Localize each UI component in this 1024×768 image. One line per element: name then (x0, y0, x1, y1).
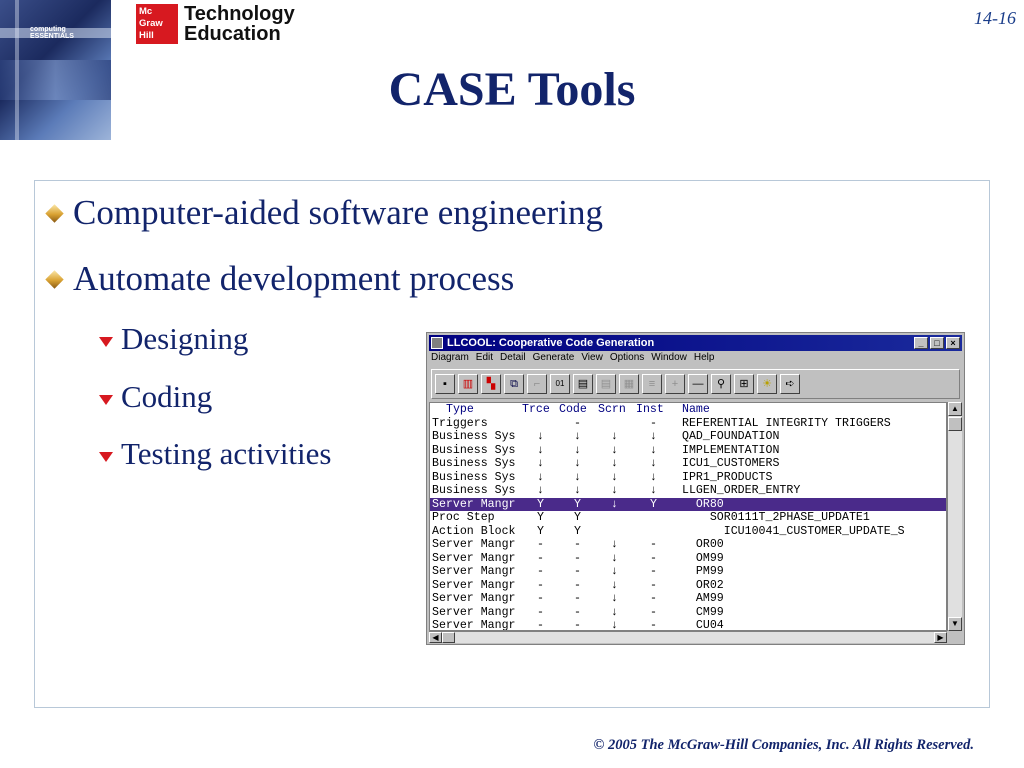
cell-trce: ↓ (537, 470, 544, 484)
scroll-right-icon[interactable]: ▶ (934, 632, 947, 643)
pointer-icon[interactable]: ➪ (780, 374, 800, 394)
cell-scrn: ↓ (611, 565, 618, 578)
grid-view-icon[interactable]: ⊞ (734, 374, 754, 394)
cell-type: Server Mangr (432, 551, 516, 565)
menu-diagram[interactable]: Diagram (431, 352, 469, 363)
horizontal-scrollbar[interactable] (429, 631, 947, 643)
cell-code: - (574, 565, 581, 578)
cell-scrn: ↓ (611, 578, 618, 592)
cell-inst: - (650, 551, 657, 565)
bullet-text: Coding (121, 379, 213, 414)
cell-type: Server Mangr (432, 497, 516, 511)
cell-scrn: ↓ (611, 484, 618, 497)
document-icon[interactable]: ▤ (596, 374, 616, 394)
cover-title: computing ESSENTIALS (30, 26, 74, 40)
vertical-scrollbar[interactable] (947, 402, 962, 631)
scroll-down-icon[interactable]: ▼ (948, 617, 962, 631)
cell-scrn: ↓ (611, 470, 618, 484)
table-row[interactable] (430, 417, 946, 431)
cell-trce: - (537, 551, 544, 565)
window-controls (912, 337, 960, 349)
cell-scrn: ↓ (611, 430, 618, 443)
column-header-name[interactable]: Name (682, 403, 710, 416)
table-row[interactable] (430, 606, 946, 620)
scroll-left-icon[interactable]: ◀ (429, 632, 442, 643)
cell-name: AM99 (682, 592, 724, 605)
table-row[interactable] (430, 525, 946, 539)
scroll-thumb-horizontal[interactable] (442, 632, 455, 643)
cell-code: ↓ (574, 484, 581, 497)
cell-trce: Y (537, 497, 544, 511)
object-list[interactable] (429, 402, 947, 631)
bullet-item (48, 259, 514, 299)
table-row[interactable] (430, 538, 946, 552)
cell-type: Business Sys (432, 484, 516, 497)
column-header-trce[interactable]: Trce (522, 403, 550, 416)
cell-code: Y (574, 524, 581, 538)
cell-code: ↓ (574, 457, 581, 470)
menu-bar (431, 352, 721, 367)
arrow-bullet-icon (99, 452, 113, 462)
cell-inst: - (650, 416, 657, 430)
cell-name: OR02 (682, 578, 724, 592)
table-row[interactable] (430, 444, 946, 458)
table-row[interactable] (430, 552, 946, 566)
cell-type: Business Sys (432, 457, 516, 470)
diamond-bullet-icon (45, 270, 63, 288)
cell-name: CM99 (682, 605, 724, 619)
cell-type: Triggers (432, 416, 488, 430)
slide-number: 14-16 (974, 8, 1016, 28)
sub-bullet-item (99, 321, 248, 357)
column-header-type[interactable]: Type (446, 403, 474, 416)
cell-name: CU04 (682, 619, 724, 631)
cell-trce: ↓ (537, 430, 544, 443)
cell-inst: ↓ (650, 443, 657, 457)
cell-name: ICU10041_CUSTOMER_UPDATE_S (682, 524, 905, 538)
cell-scrn: ↓ (611, 551, 618, 565)
cell-trce: - (537, 605, 544, 619)
cell-name: SOR0111T_2PHASE_UPDATE1 (682, 511, 870, 524)
slide-title: CASE Tools (388, 63, 636, 116)
sub-bullet-item (99, 379, 212, 415)
chart-icon[interactable]: ▥ (458, 374, 478, 394)
scroll-up-icon[interactable]: ▲ (948, 402, 962, 416)
cell-inst: ↓ (650, 430, 657, 443)
toolbar (431, 369, 960, 399)
cell-name: QAD_FOUNDATION (682, 430, 780, 443)
database-01-icon[interactable]: 01 (550, 374, 570, 394)
grid-icon[interactable]: ▦ (619, 374, 639, 394)
close-icon[interactable]: × (946, 337, 960, 349)
cell-inst: ↓ (650, 484, 657, 497)
list-header (430, 403, 946, 417)
cell-name: IMPLEMENTATION (682, 443, 780, 457)
cell-inst: - (650, 578, 657, 592)
cell-code: - (574, 605, 581, 619)
cell-name: ICU1_CUSTOMERS (682, 457, 780, 470)
cell-scrn: ↓ (611, 497, 618, 511)
bullet-text: Designing (121, 321, 249, 356)
cell-code: - (574, 592, 581, 605)
menu-detail[interactable]: Detail (500, 352, 526, 363)
table-row[interactable] (430, 484, 946, 498)
cell-code: - (574, 619, 581, 631)
arrow-bullet-icon (99, 337, 113, 347)
cell-trce: Y (537, 524, 544, 538)
save-icon[interactable]: ▪ (435, 374, 455, 394)
minimize-icon[interactable]: _ (914, 337, 928, 349)
cell-name: OR00 (682, 538, 724, 551)
table-row[interactable] (430, 579, 946, 593)
cell-scrn: ↓ (611, 538, 618, 551)
cell-name: REFERENTIAL INTEGRITY TRIGGERS (682, 416, 891, 430)
cell-code: - (574, 416, 581, 430)
menu-generate[interactable]: Generate (532, 352, 575, 363)
cell-inst: - (650, 619, 657, 631)
cell-trce: - (537, 592, 544, 605)
app-icon (431, 337, 443, 349)
connector-icon[interactable]: ⌐ (527, 374, 547, 394)
cell-type: Server Mangr (432, 592, 516, 605)
cell-type: Server Mangr (432, 605, 516, 619)
zoom-icon[interactable]: ⚲ (711, 374, 731, 394)
cell-inst: - (650, 605, 657, 619)
diamond-bullet-icon (45, 204, 63, 222)
menu-options[interactable]: Options (609, 352, 645, 363)
bullet-text: Testing activities (121, 436, 332, 471)
menu-window[interactable]: Window (651, 352, 687, 363)
window-titlebar (429, 335, 962, 351)
publisher-line-2: Education (184, 23, 281, 45)
menu-help[interactable]: Help (693, 352, 715, 363)
table-row[interactable] (430, 565, 946, 579)
table-row[interactable] (430, 619, 946, 631)
cell-trce: - (537, 578, 544, 592)
list-rows (430, 417, 946, 632)
cell-type: Server Mangr (432, 538, 516, 551)
cell-code: ↓ (574, 470, 581, 484)
table-icon[interactable]: ▤ (573, 374, 593, 394)
maximize-icon[interactable]: □ (930, 337, 944, 349)
cell-code: ↓ (574, 443, 581, 457)
cell-inst: - (650, 538, 657, 551)
cell-scrn: ↓ (611, 605, 618, 619)
cell-name: LLGEN_ORDER_ENTRY (682, 484, 801, 497)
cell-type: Business Sys (432, 443, 516, 457)
cell-trce: ↓ (537, 457, 544, 470)
table-row[interactable] (430, 592, 946, 606)
bullet-text: Computer-aided software engineering (73, 193, 603, 232)
cell-trce: - (537, 619, 544, 631)
cell-type: Business Sys (432, 470, 516, 484)
cell-name: PM99 (682, 565, 724, 578)
cell-inst: - (650, 565, 657, 578)
cell-type: Server Mangr (432, 619, 516, 631)
cell-type: Server Mangr (432, 565, 516, 578)
window-title: LLCOOL: Cooperative Code Generation (447, 337, 655, 349)
cell-type: Action Block (432, 524, 516, 538)
cell-type: Server Mangr (432, 578, 516, 592)
table-row[interactable] (430, 498, 946, 512)
cell-inst: ↓ (650, 457, 657, 470)
bullet-text: Automate development process (73, 259, 515, 298)
cell-code: Y (574, 511, 581, 524)
bullet-item (48, 193, 603, 233)
cell-name: IPR1_PRODUCTS (682, 470, 773, 484)
cell-trce: ↓ (537, 443, 544, 457)
column-header-inst[interactable]: Inst (636, 403, 664, 416)
menu-view[interactable]: View (581, 352, 603, 363)
cell-name: OM99 (682, 551, 724, 565)
cell-inst: ↓ (650, 470, 657, 484)
cell-trce: - (537, 538, 544, 551)
table-row[interactable] (430, 471, 946, 485)
table-row[interactable] (430, 511, 946, 525)
cell-code: - (574, 578, 581, 592)
minus-icon[interactable]: — (688, 374, 708, 394)
link-icon[interactable]: ⧉ (504, 374, 524, 394)
copyright-footer: © 2005 The McGraw-Hill Companies, Inc. All Rights Reserved. (593, 737, 974, 753)
llcool-window-screenshot (426, 332, 965, 645)
mcgraw-hill-logo: Mc Graw Hill (136, 4, 178, 44)
cell-code: - (574, 551, 581, 565)
column-header-code[interactable]: Code (559, 403, 587, 416)
cell-scrn: ↓ (611, 592, 618, 605)
cell-code: Y (574, 497, 581, 511)
table-row[interactable] (430, 430, 946, 444)
cell-code: - (574, 538, 581, 551)
plus-icon[interactable]: + (665, 374, 685, 394)
cell-trce: ↓ (537, 484, 544, 497)
sub-bullet-item (99, 436, 331, 472)
cell-code: ↓ (574, 430, 581, 443)
cell-inst: Y (650, 497, 657, 511)
table-row[interactable] (430, 457, 946, 471)
cell-type: Business Sys (432, 430, 516, 443)
shapes-icon[interactable]: ▚ (481, 374, 501, 394)
cell-type: Proc Step (432, 511, 495, 524)
list-icon[interactable]: ≡ (642, 374, 662, 394)
menu-edit[interactable]: Edit (475, 352, 494, 363)
cell-scrn: ↓ (611, 443, 618, 457)
cell-trce: - (537, 565, 544, 578)
cell-name: OR80 (682, 497, 724, 511)
publisher-name (184, 4, 295, 44)
publisher-line-1: Technology (184, 3, 295, 25)
arrow-bullet-icon (99, 395, 113, 405)
lightbulb-icon[interactable]: ☀ (757, 374, 777, 394)
cell-scrn: ↓ (611, 619, 618, 631)
cell-scrn: ↓ (611, 457, 618, 470)
cell-inst: - (650, 592, 657, 605)
scroll-thumb[interactable] (948, 417, 962, 431)
cell-trce: Y (537, 511, 544, 524)
column-header-scrn[interactable]: Scrn (598, 403, 626, 416)
